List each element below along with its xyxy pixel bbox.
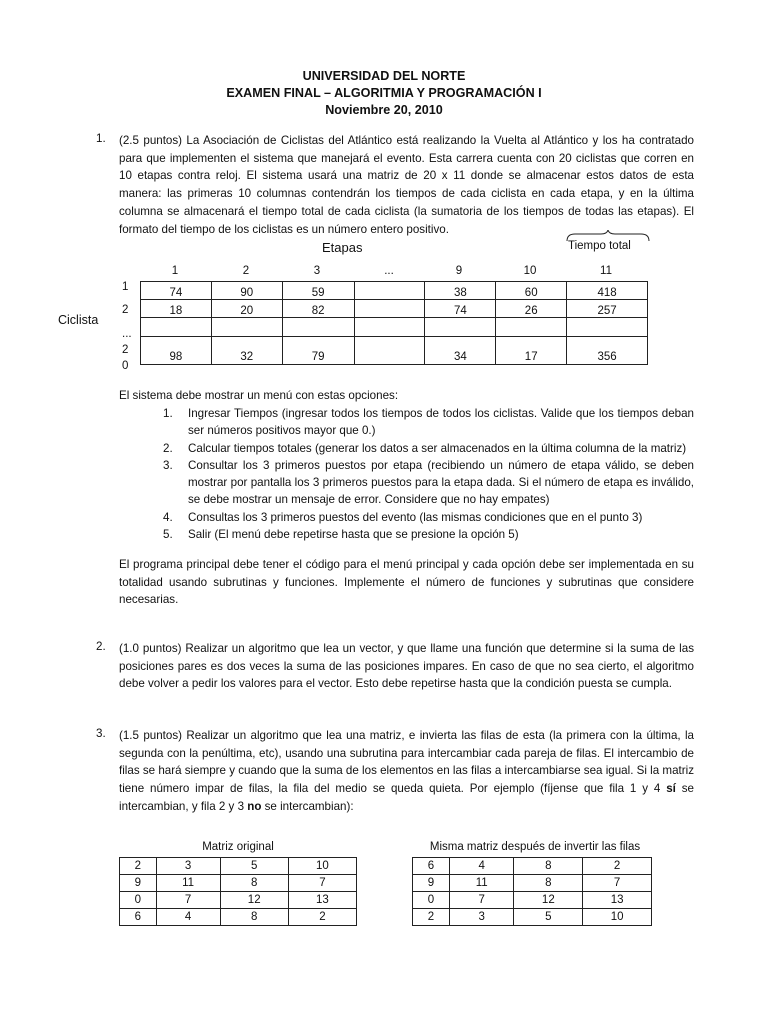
matrix-cell: 13 [583, 892, 652, 909]
menu-option [163, 509, 694, 526]
times-matrix [140, 281, 648, 365]
row-label: 1 [122, 281, 129, 293]
header-date: Noviembre 20, 2010 [325, 103, 443, 117]
row-label: 2 [122, 344, 129, 356]
matrix-row [141, 337, 648, 365]
matrix-cell: 26 [496, 300, 567, 318]
question-1-intro-line: formato del tiempo de los ciclistas es un número entero positivo. [119, 222, 449, 236]
matrix-cell: 12 [220, 892, 288, 909]
matrix-cell: 18 [141, 300, 212, 318]
menu-intro: El sistema debe mostrar un menú con estas opciones: [119, 389, 399, 402]
matrix-cell: 74 [141, 282, 212, 300]
row-label: 0 [122, 360, 129, 372]
matrix-cell [425, 318, 496, 337]
matrix-cell: 10 [288, 858, 356, 875]
header-exam-title: EXAMEN FINAL – ALGORITMIA Y PROGRAMACIÓN I [226, 86, 542, 100]
matrix-cell: 4 [449, 858, 514, 875]
matrix-cell: 4 [156, 909, 220, 926]
matrix-cell: 356 [567, 337, 648, 365]
matrix-cell: 12 [514, 892, 583, 909]
question-2-number: 2. [96, 640, 106, 653]
matrix-cell: 13 [288, 892, 356, 909]
matrix-cell: 5 [514, 909, 583, 926]
matrix-row [141, 282, 648, 300]
question-1-intro-line: manera: las primeras 10 columnas contendrán los tiempos de cada ciclista en cada etapa, y en la última [119, 187, 694, 201]
matrix-cell: 7 [583, 875, 652, 892]
question-3-number: 3. [96, 727, 106, 740]
matrix-cell: 9 [413, 875, 450, 892]
menu-option-text: Calcular tiempos totales (generar los datos a ser almacenados en la última columna de la matriz) [188, 441, 687, 455]
matrix-cell: 32 [211, 337, 282, 365]
matrix-cell: 2 [120, 858, 157, 875]
matrix-cell: 8 [220, 909, 288, 926]
matrix-cell: 2 [288, 909, 356, 926]
matrix-cell: 59 [282, 282, 354, 300]
menu-option [163, 405, 694, 440]
matrix-cell: 74 [425, 300, 496, 318]
matrix-cell: 8 [220, 875, 288, 892]
menu-option-text: Salir (El menú debe repetirse hasta que se presione la opción 5) [188, 528, 519, 542]
matrix-row [120, 909, 357, 926]
matrix-row [141, 318, 648, 337]
matrix-cell: 6 [120, 909, 157, 926]
matrix-cell: 8 [514, 875, 583, 892]
question-1-intro-line: columna se almacenará el tiempo total de cada ciclista (la sumatoria de los tiempos de todas las etapas). El [119, 204, 694, 218]
matrix-cell [211, 318, 282, 337]
ciclista-label: Ciclista [58, 313, 99, 327]
menu-options-list [163, 405, 694, 543]
tiempo-total-label: Tiempo total [568, 240, 631, 252]
question-1-intro-line: (2.5 puntos) La Asociación de Ciclistas del Atlántico está realizando la Vuelta al Atlántico y los ha contratado [119, 134, 694, 147]
matrix-cell: 8 [514, 858, 583, 875]
row-label: 2 [122, 304, 129, 316]
matrix-cell: 2 [413, 909, 450, 926]
matrix-cell: 34 [425, 337, 496, 365]
menu-option [163, 526, 694, 543]
menu-option-number: 2. [163, 441, 173, 455]
matrix-cell: 3 [156, 858, 220, 875]
matrix-row [413, 875, 652, 892]
menu-option-text: Consultar los 3 primeros puestos por etapa (recibiendo un número de etapa válido, se deben mostrar por pantalla los 3 primeros puestos para la etapa dada. Si el número de etapa es inválido, se debe mostrar un mensaje de error. Considere que no hay empates) [188, 458, 694, 507]
matrix-cell: 90 [211, 282, 282, 300]
matrix-cell [567, 318, 648, 337]
matrix-row [413, 909, 652, 926]
matrix-cell: 11 [449, 875, 514, 892]
matrix-row [413, 892, 652, 909]
matrix-cell: 98 [141, 337, 212, 365]
header-university: UNIVERSIDAD DEL NORTE [302, 69, 466, 83]
matrix-cell: 2 [583, 858, 652, 875]
matrix-cell: 79 [282, 337, 354, 365]
matrix-cell: 10 [583, 909, 652, 926]
matrix-cell: 82 [282, 300, 354, 318]
menu-option-number: 3. [163, 458, 173, 472]
question-2-text: (1.0 puntos) Realizar un algoritmo que lea un vector, y que llame una función que determine si la suma de las posiciones pares es dos veces la suma de las posiciones impares. En caso de que no sea cierto, el algoritmo debe volver a pedir los valores para el vector. Esto debe repetirse hasta que la condición puesta se cumpla. [119, 642, 694, 691]
matrix-cell [354, 300, 425, 318]
question-1-closing: El programa principal debe tener el código para el menú principal y cada opción debe ser implementada en su totalidad usando subrutinas y funciones. Implemente el número de funciones y subrutinas que considere necesarias. [119, 558, 694, 607]
matrix-row [120, 892, 357, 909]
matrix-cell [141, 318, 212, 337]
matrix-cell [496, 318, 567, 337]
matrix-cell: 60 [496, 282, 567, 300]
matrix-cell: 0 [120, 892, 157, 909]
question-1-intro [119, 132, 694, 238]
matrix-cell [354, 337, 425, 365]
menu-option-text: Ingresar Tiempos (ingresar todos los tiempos de todos los ciclistas. Valide que los tiempos deban ser números positivos mayor que 0.) [188, 407, 694, 438]
original-matrix-caption: Matriz original [202, 841, 274, 853]
question-1-number: 1. [96, 132, 106, 145]
matrix-cell: 7 [449, 892, 514, 909]
matrix-row [120, 875, 357, 892]
menu-option [163, 440, 694, 457]
matrix-cell: 38 [425, 282, 496, 300]
matrix-cell: 9 [120, 875, 157, 892]
matrix-row [141, 300, 648, 318]
menu-option-number: 1. [163, 407, 173, 420]
matrix-cell: 3 [449, 909, 514, 926]
matrix-cell: 0 [413, 892, 450, 909]
matrix-row [120, 858, 357, 875]
matrix-cell: 257 [567, 300, 648, 318]
matrix-row [413, 858, 652, 875]
matrix-cell [354, 282, 425, 300]
row-label: ... [122, 328, 132, 340]
matrix-cell: 17 [496, 337, 567, 365]
question-3-text: (1.5 puntos) Realizar un algoritmo que lea una matriz, e invierta las filas de esta (la primera con la última, la segunda con la penúltima, etc), usando una subrutina para intercambiar cada pareja de filas. El intercambio de filas se hará siempre y cuando que la suma de los elementos en las filas a intercambiarse sea igual. Si la matriz tiene número impar de filas, la fila del medio se queda quieta. Por ejemplo (fíjense que fila 1 y 4 sí se intercambian, y fila 2 y 3 no se intercambian): [119, 729, 695, 813]
menu-option [163, 457, 694, 509]
inverted-matrix [412, 857, 652, 926]
matrix-cell: 20 [211, 300, 282, 318]
inverted-matrix-caption: Misma matriz después de invertir las filas [429, 841, 641, 853]
matrix-cell: 6 [413, 858, 450, 875]
matrix-cell: 7 [288, 875, 356, 892]
question-1-intro-line: para que implementen el sistema que manejará el evento. Esta carrera cuenta con 20 ciclistas que corren en [119, 151, 694, 165]
matrix-cell [354, 318, 425, 337]
original-matrix [119, 857, 357, 926]
matrix-cell: 5 [220, 858, 288, 875]
question-1-intro-line: 10 etapas contra reloj. El sistema usará una matriz de 20 x 11 donde se almacenar estos datos de esta [119, 169, 694, 183]
menu-option-number: 4. [163, 510, 173, 524]
menu-option-text: Consultas los 3 primeros puestos del evento (las mismas condiciones que en el punto 3) [188, 510, 643, 524]
matrix-cell: 418 [567, 282, 648, 300]
matrix-cell: 7 [156, 892, 220, 909]
menu-option-number: 5. [163, 528, 173, 542]
matrix-cell: 11 [156, 875, 220, 892]
matrix-cell [282, 318, 354, 337]
etapas-label: Etapas [322, 240, 363, 255]
